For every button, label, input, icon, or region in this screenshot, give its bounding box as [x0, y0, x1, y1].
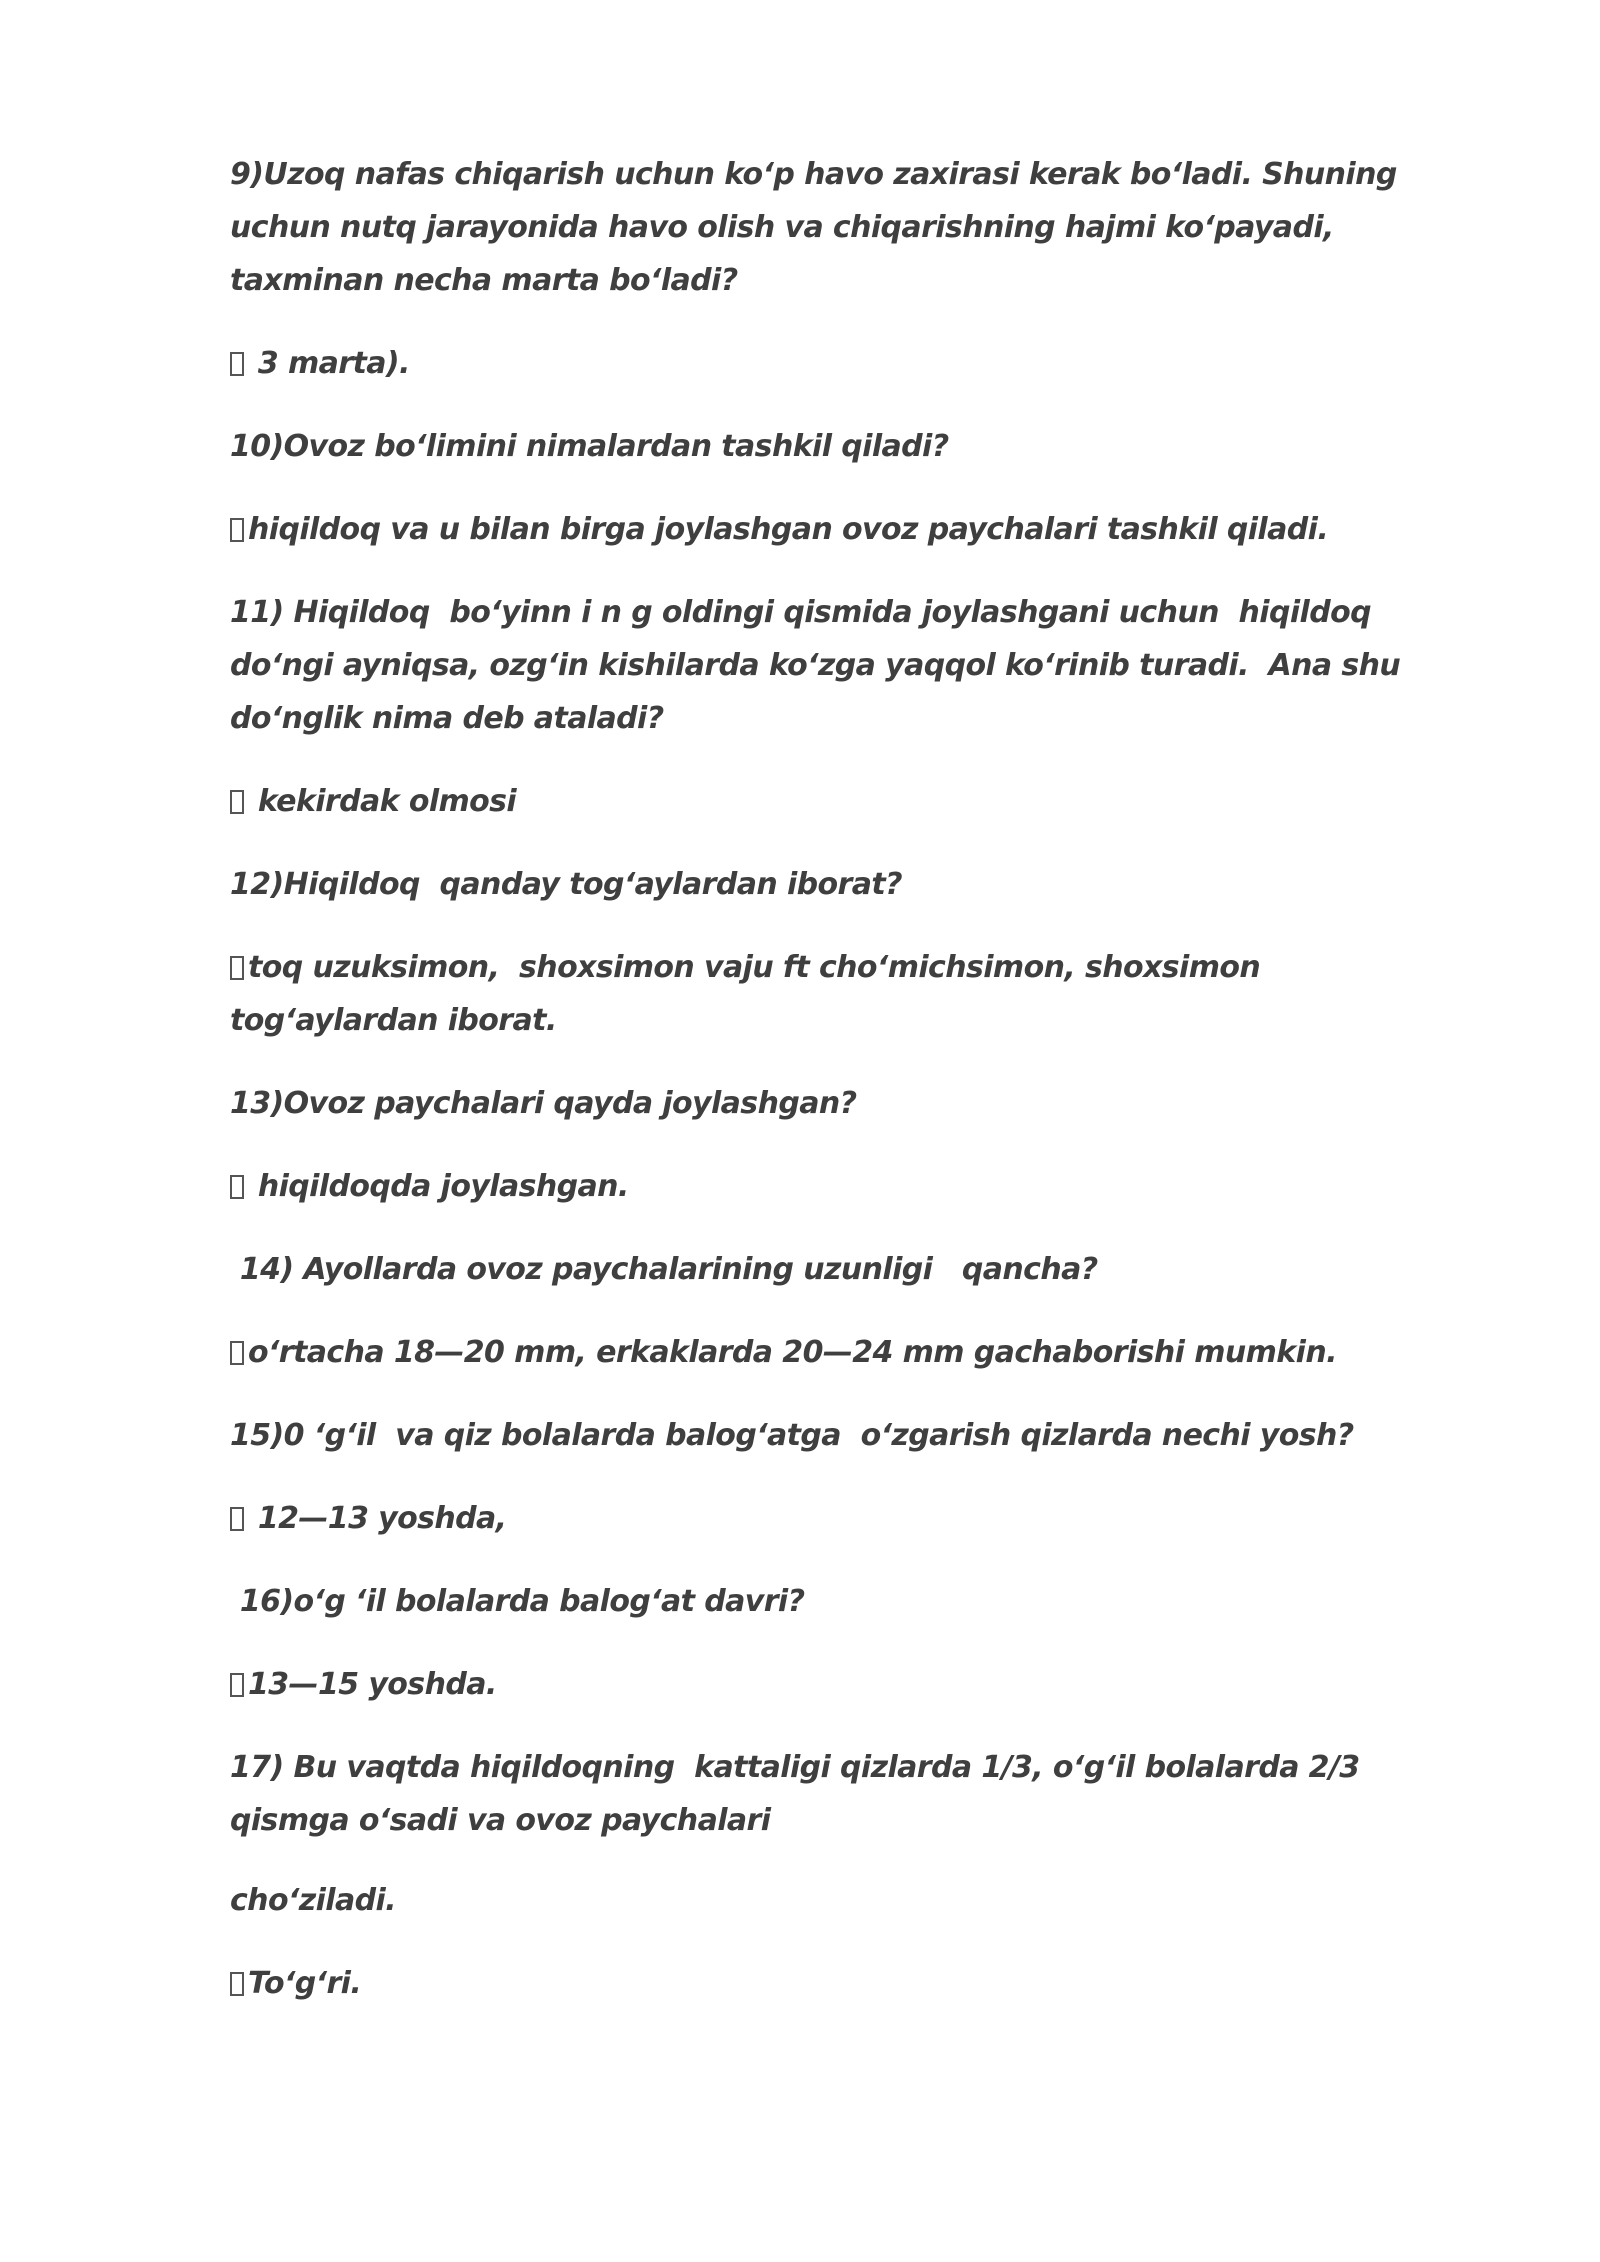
missing-glyph-icon	[230, 790, 244, 814]
question-15: 15)0 ‘g‘il va qiz bolalarda balog‘atga o‘zgarish qizlarda nechi yosh?	[230, 1418, 1354, 1453]
question-9: 9)Uzoq nafas chiqarish uchun ko‘p havo zaxirasi kerak bo‘ladi. Shuning uchun nutq jarayonida havo olish va chiqarishning hajmi ko‘payadi, taxminan necha marta bo‘ladi?	[230, 157, 1417, 298]
missing-glyph-icon	[230, 1972, 244, 1996]
missing-glyph-icon	[230, 518, 244, 542]
answer-13: hiqildoqda joylashgan.	[230, 1160, 1470, 1213]
missing-glyph-icon	[230, 1341, 244, 1365]
missing-glyph-icon	[230, 1175, 244, 1199]
answer-9: 3 marta).	[230, 337, 1470, 390]
missing-glyph-icon	[230, 1673, 244, 1697]
answer-14: o‘rtacha 18—20 mm, erkaklarda 20—24 mm gachaborishi mumkin.	[230, 1326, 1470, 1379]
question-17: 17) Bu vaqtda hiqildoqning kattaligi qizlarda 1/3, o‘g‘il bolalarda 2/3 qismga o‘sadi va ovoz paychalari	[230, 1750, 1370, 1838]
answer-17: To‘g‘ri.	[230, 1957, 1470, 2010]
answer-15: 12—13 yoshda,	[230, 1492, 1470, 1545]
missing-glyph-icon	[230, 1507, 244, 1531]
missing-glyph-icon	[230, 352, 244, 376]
missing-glyph-icon	[230, 956, 244, 980]
answer-16: 13—15 yoshda.	[230, 1658, 1470, 1711]
answer-12: toq uzuksimon, shoxsimon vaju ft cho‘michsimon, shoxsimon tog‘aylardan iborat.	[230, 950, 1270, 1038]
question-16: 16)o‘g ‘il bolalarda balog‘at davri?	[230, 1584, 805, 1619]
question-17-continued: cho‘ziladi.	[230, 1883, 396, 1918]
answer-10: hiqildoq va u bilan birga joylashgan ovoz paychalari tashkil qiladi.	[230, 503, 1470, 556]
answer-11: kekirdak olmosi	[230, 775, 1470, 828]
question-11: 11) Hiqildoq bo‘yinn i n g oldingi qismida joylashgani uchun hiqildoq do‘ngi ayniqsa, ozg‘in kishilarda ko‘zga yaqqol ko‘rinib turadi. Ana shu do‘nglik nima deb ataladi?	[230, 595, 1411, 736]
question-10: 10)Ovoz bo‘limini nimalardan tashkil qiladi?	[230, 429, 949, 464]
question-13: 13)Ovoz paychalari qayda joylashgan?	[230, 1086, 857, 1121]
document-body	[230, 148, 1470, 2040]
question-14: 14) Ayollarda ovoz paychalarining uzunligi qancha?	[230, 1252, 1098, 1287]
question-12: 12)Hiqildoq qanday tog‘aylardan iborat?	[230, 867, 902, 902]
